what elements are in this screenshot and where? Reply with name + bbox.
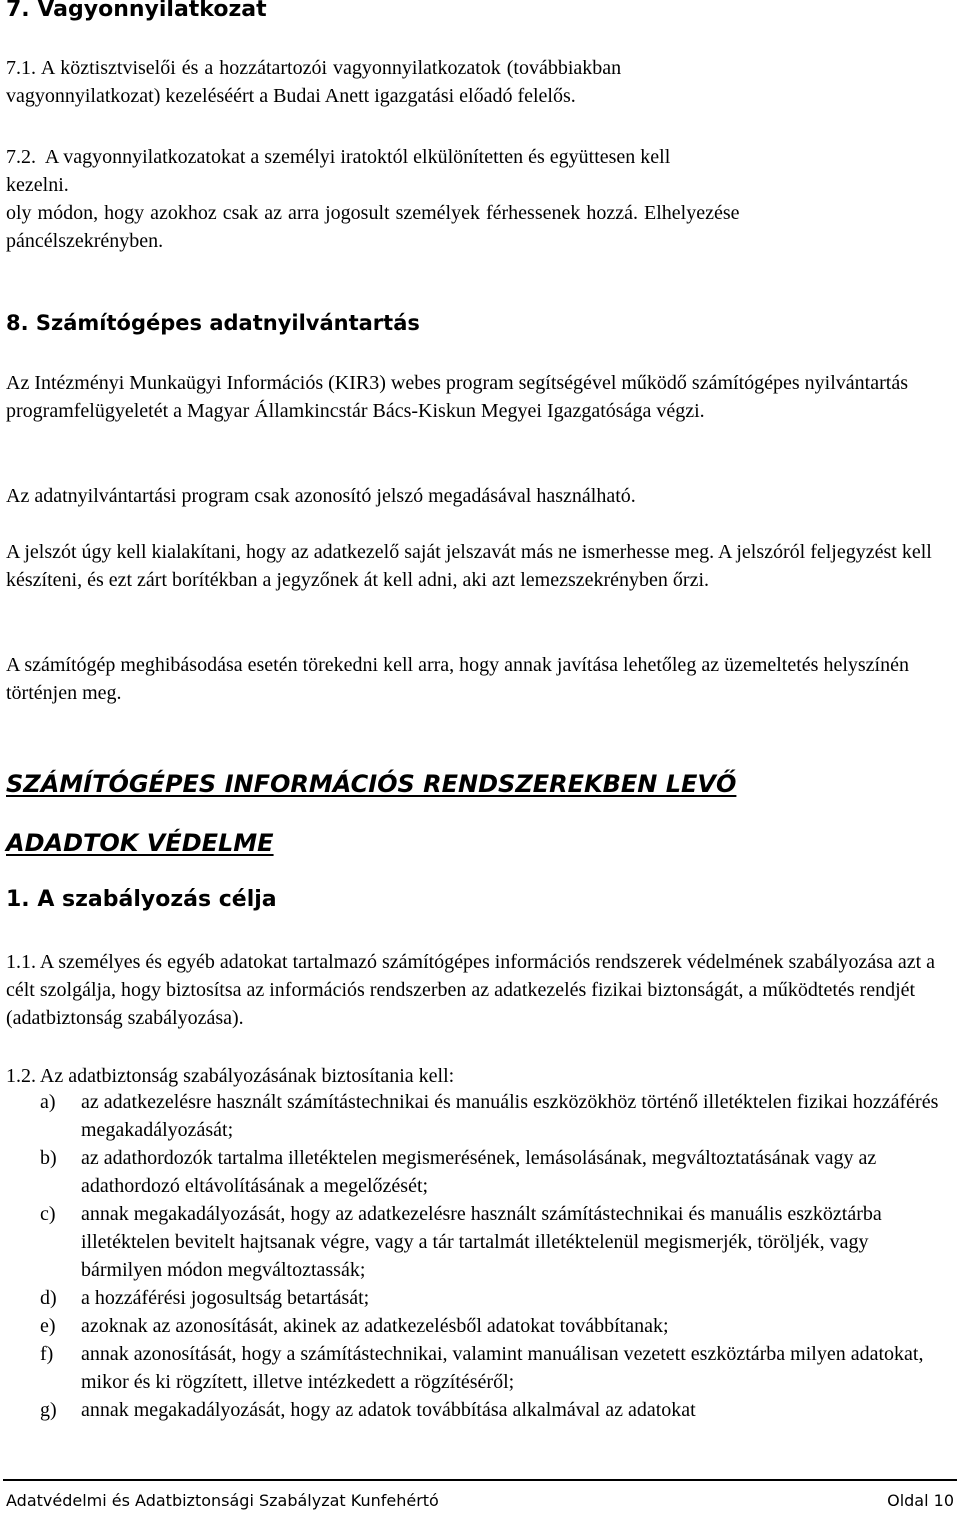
section-7-heading: 7. Vagyonnyilatkozat [6,0,267,22]
paragraph-7-2-line-2: kezelni. [6,174,69,196]
requirements-list [40,1088,940,1424]
list-item-text: annak azonosítását, hogy a számítástechnikai, valamint manuálisan vezetett eszköztárba milyen adatokat, mikor és ki rögzített, illetve intézkedett a rögzítéséről; [81,1343,924,1393]
list-item [40,1312,940,1340]
paragraph-7-1 [6,54,956,110]
paragraph-8-password-rules: A jelszót úgy kell kialakítani, hogy az adatkezelő saját jelszavát más ne ismerhesse meg. A jelszóról feljegyzést kell készíteni, és ezt zárt borítékban a jegyzőnek át kell adni, aki azt lemezszekrényben őrzi. [6,541,932,591]
list-marker: d) [40,1287,57,1309]
chapter-title-line-1: SZÁMÍTÓGÉPES INFORMÁCIÓS RENDSZEREKBEN LEVŐ [6,770,737,798]
list-item-text: a hozzáférési jogosultság betartását; [81,1287,370,1309]
list-marker: a) [40,1091,56,1113]
list-marker: g) [40,1399,57,1421]
paragraph-7-2 [6,143,956,255]
footer-document-title: Adatvédelmi és Adatbiztonsági Szabályzat Kunfehértó [6,1491,439,1510]
list-item [40,1200,940,1284]
paragraph-8-intro: Az Intézményi Munkaügyi Információs (KIR3) webes program segítségével működő számítógépes nyilvántartás programfelügyeletét a Magyar Államkincstár Bács-Kiskun Megyei Igazgatósága végzi. [6,372,908,422]
list-marker: c) [40,1203,56,1225]
list-item [40,1340,940,1396]
paragraph-7-1-line-2: vagyonnyilatkozat) kezeléséért a Budai Anett igazgatási előadó felelős. [6,85,576,107]
paragraph-7-2-line-4: páncélszekrényben. [6,230,164,252]
paragraph-7-2-line-3: oly módon, hogy azokhoz csak az arra jogosult személyek férhessenek hozzá. Elhelyezése [6,202,740,224]
list-marker: f) [40,1343,54,1365]
list-item [40,1088,940,1144]
paragraph-7-2-line-1: 7.2. A vagyonnyilatkozatokat a személyi iratoktól elkülönítetten és együttesen kell [6,146,671,168]
footer-divider [3,1479,957,1481]
list-item-text: az adatkezelésre használt számítástechnikai és manuális eszközökhöz történő illetéktelen fizikai hozzáférés megakadályozását; [81,1091,939,1141]
list-item [40,1284,940,1312]
paragraph-8-repair: A számítógép meghibásodása esetén törekedni kell arra, hogy annak javítása lehetőleg az üzemeltetés helyszínén történjen meg. [6,654,909,704]
list-item-text: azoknak az azonosítását, akinek az adatkezelésből adatokat továbbítanak; [81,1315,669,1337]
list-item-text: az adathordozók tartalma illetéktelen megismerésének, lemásolásának, megváltoztatásának vagy az adathordozó eltávolításának a megelőzését; [81,1147,877,1197]
section-8-heading: 8. Számítógépes adatnyilvántartás [6,311,420,335]
subsection-1-heading: 1. A szabályozás célja [6,887,277,912]
list-item [40,1144,940,1200]
list-marker: b) [40,1147,57,1169]
footer-page-number: Oldal 10 [887,1491,954,1510]
paragraph-1-2: 1.2. Az adatbiztonság szabályozásának biztosítania kell: [6,1065,455,1087]
paragraph-8-password-usage: Az adatnyilvántartási program csak azonosító jelszó megadásával használható. [6,485,636,507]
list-item [40,1396,940,1424]
paragraph-7-1-line-1: 7.1. A köztisztviselői és a hozzátartozói vagyonnyilatkozatok (továbbiakban [6,57,622,79]
paragraph-1-1: 1.1. A személyes és egyéb adatokat tartalmazó számítógépes információs rendszerek védelmének szabályozása azt a célt szolgálja, hogy biztosítsa az információs rendszerben az adatkezelés fizikai biztonságát, a működtetés rendjét (adatbiztonság szabályozása). [6,951,936,1029]
list-marker: e) [40,1315,56,1337]
chapter-title-line-2: ADADTOK VÉDELME [6,829,274,857]
list-item-text: annak megakadályozását, hogy az adatok továbbítása alkalmával az adatokat [81,1399,696,1421]
list-item-text: annak megakadályozását, hogy az adatkezelésre használt számítástechnikai és manuális eszköztárba illetéktelen bevitelt hajtsanak végre, vagy a tár tartalmát illetéktelenül megismerjék, töröljék, vagy bármilyen módon megváltoztassák; [81,1203,882,1281]
page-footer [6,1491,954,1510]
